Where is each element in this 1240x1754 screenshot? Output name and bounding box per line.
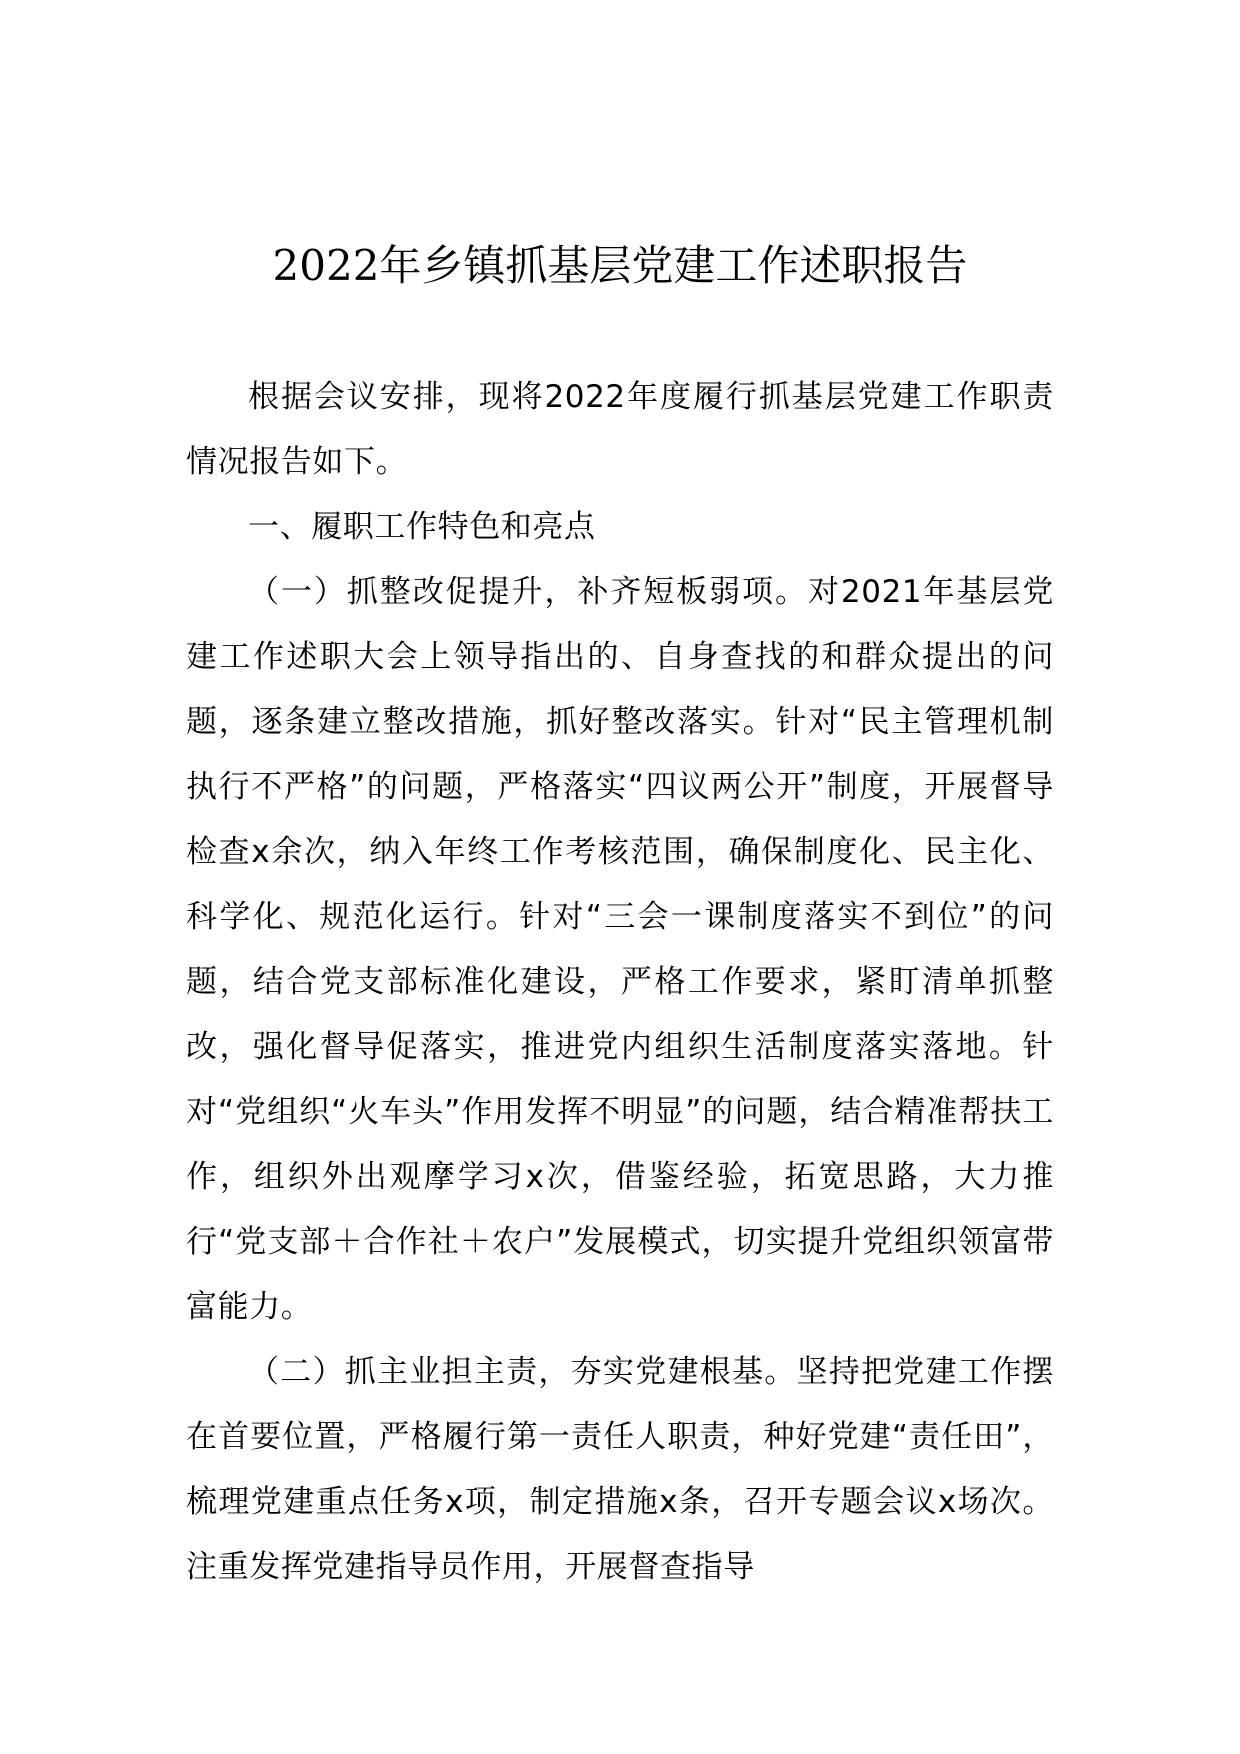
- document-body: [186, 365, 1054, 1600]
- document-title: 2022年乡镇抓基层党建工作述职报告: [272, 241, 968, 290]
- paragraph-intro: 根据会议安排，现将2022年度履行抓基层党建工作职责情况报告如下。: [186, 379, 1054, 480]
- paragraph-subsection-1: （一）抓整改促提升，补齐短板弱项。对2021年基层党建工作述职大会上领导指出的、自身查找的和群众提出的问题，逐条建立整改措施，抓好整改落实。针对“民主管理机制执行不严格”的问题，严格落实“四议两公开”制度，开展督导检查x余次，纳入年终工作考核范围，确保制度化、民主化、科学化、规范化运行。针对“三会一课制度落实不到位”的问题，结合党支部标准化建设，严格工作要求，紧盯清单抓整改，强化督导促落实，推进党内组织生活制度落实落地。针对“党组织“火车头”作用发挥不明显”的问题，结合精准帮扶工作，组织外出观摩学习x次，借鉴经验，拓宽思路，大力推行“党支部＋合作社＋农户”发展模式，切实提升党组织领富带富能力。: [186, 574, 1054, 1325]
- paragraph-subsection-2: （二）抓主业担主责，夯实党建根基。坚持把党建工作摆在首要位置，严格履行第一责任人职责，种好党建“责任田”，梳理党建重点任务x项，制定措施x条，召开专题会议x场次。注重发挥党建指导员作用，开展督查指导: [186, 1354, 1054, 1585]
- section-heading-1: 一、履职工作特色和亮点: [248, 509, 596, 545]
